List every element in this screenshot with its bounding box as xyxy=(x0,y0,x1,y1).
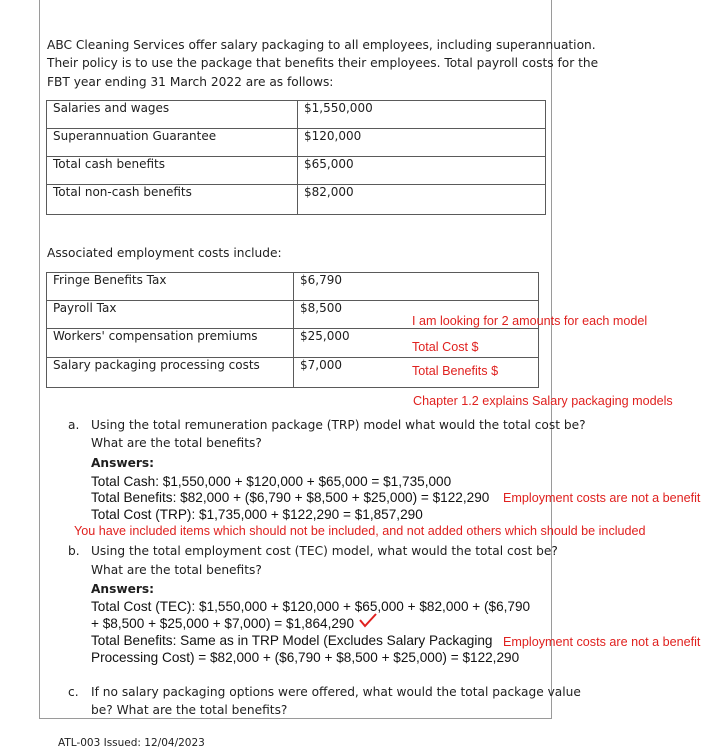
question-b-answers-label: Answers: xyxy=(91,582,155,596)
assoc-label: Fringe Benefits Tax xyxy=(47,273,294,301)
question-b-line-1: Using the total employment cost (TEC) model, what would the total cost be? xyxy=(91,544,558,558)
comment-included-items: You have included items which should not be included, and not added others which should be included xyxy=(74,524,646,538)
assoc-label: Payroll Tax xyxy=(47,301,294,329)
question-c-line-1: If no salary packaging options were offered, what would the total package value xyxy=(91,685,581,699)
payroll-value: $1,550,000 xyxy=(298,101,546,129)
payroll-costs-table xyxy=(46,100,546,215)
table-row xyxy=(47,273,539,301)
associated-costs-heading: Associated employment costs include: xyxy=(47,246,282,260)
question-a-total-cash: Total Cash: $1,550,000 + $120,000 + $65,000 = $1,735,000 xyxy=(91,474,452,489)
page-border-right xyxy=(551,0,552,718)
question-b-total-cost-line-2: + $8,500 + $25,000 + $7,000) = $1,864,290 xyxy=(91,616,355,631)
page-border-bottom xyxy=(39,718,552,719)
comment-total-cost: Total Cost $ xyxy=(412,340,479,354)
payroll-label: Salaries and wages xyxy=(47,101,298,129)
question-a-total-cost: Total Cost (TRP): $1,735,000 + $122,290 = $1,857,290 xyxy=(91,507,423,522)
page-border-left xyxy=(39,0,40,718)
footer-issue: ATL-003 Issued: 12/04/2023 xyxy=(58,737,205,749)
question-b-total-benefits-line-2: Processing Cost) = $82,000 + ($6,790 + $8,500 + $25,000) = $122,290 xyxy=(91,650,520,665)
checkmark-icon xyxy=(358,612,378,628)
assoc-label: Workers' compensation premiums xyxy=(47,329,294,358)
assoc-value: $25,000 xyxy=(294,329,539,358)
question-b-line-2: What are the total benefits? xyxy=(91,563,262,577)
question-a-line-2: What are the total benefits? xyxy=(91,436,262,450)
table-row xyxy=(47,185,546,215)
intro-line-1: ABC Cleaning Services offer salary packaging to all employees, including superannuation. xyxy=(47,38,596,52)
comment-two-amounts: I am looking for 2 amounts for each model xyxy=(412,314,648,328)
question-a-total-benefits: Total Benefits: $82,000 + ($6,790 + $8,500 + $25,000) = $122,290 xyxy=(91,490,490,505)
payroll-value: $120,000 xyxy=(298,129,546,157)
assoc-value: $6,790 xyxy=(294,273,539,301)
comment-employment-costs-b: Employment costs are not a benefit xyxy=(503,635,701,649)
payroll-value: $82,000 xyxy=(298,185,546,215)
question-a-answers-label: Answers: xyxy=(91,456,155,470)
payroll-label: Total non-cash benefits xyxy=(47,185,298,215)
table-row xyxy=(47,101,546,129)
question-b-total-benefits-line-1: Total Benefits: Same as in TRP Model (Excludes Salary Packaging xyxy=(91,633,493,648)
question-a-line-1: Using the total remuneration package (TRP) model what would the total cost be? xyxy=(91,418,586,432)
question-a-label: a. xyxy=(68,418,80,432)
payroll-label: Total cash benefits xyxy=(47,157,298,185)
question-b-total-cost-line-1: Total Cost (TEC): $1,550,000 + $120,000 + $65,000 + $82,000 + ($6,790 xyxy=(91,599,531,614)
question-c-line-2: be? What are the total benefits? xyxy=(91,703,288,717)
assoc-label: Salary packaging processing costs xyxy=(47,358,294,388)
assoc-value: $8,500 xyxy=(294,301,539,329)
comment-chapter-reference: Chapter 1.2 explains Salary packaging models xyxy=(413,394,673,408)
comment-total-benefits: Total Benefits $ xyxy=(412,364,499,378)
intro-line-3: FBT year ending 31 March 2022 are as follows: xyxy=(47,75,334,89)
payroll-value: $65,000 xyxy=(298,157,546,185)
comment-employment-costs-a: Employment costs are not a benefit xyxy=(503,491,701,505)
question-b-label: b. xyxy=(68,544,80,558)
payroll-label: Superannuation Guarantee xyxy=(47,129,298,157)
table-row xyxy=(47,129,546,157)
question-c-label: c. xyxy=(68,685,79,699)
assoc-value: $7,000 xyxy=(294,358,539,388)
table-row xyxy=(47,157,546,185)
intro-line-2: Their policy is to use the package that benefits their employees. Total payroll costs for the xyxy=(47,56,599,70)
